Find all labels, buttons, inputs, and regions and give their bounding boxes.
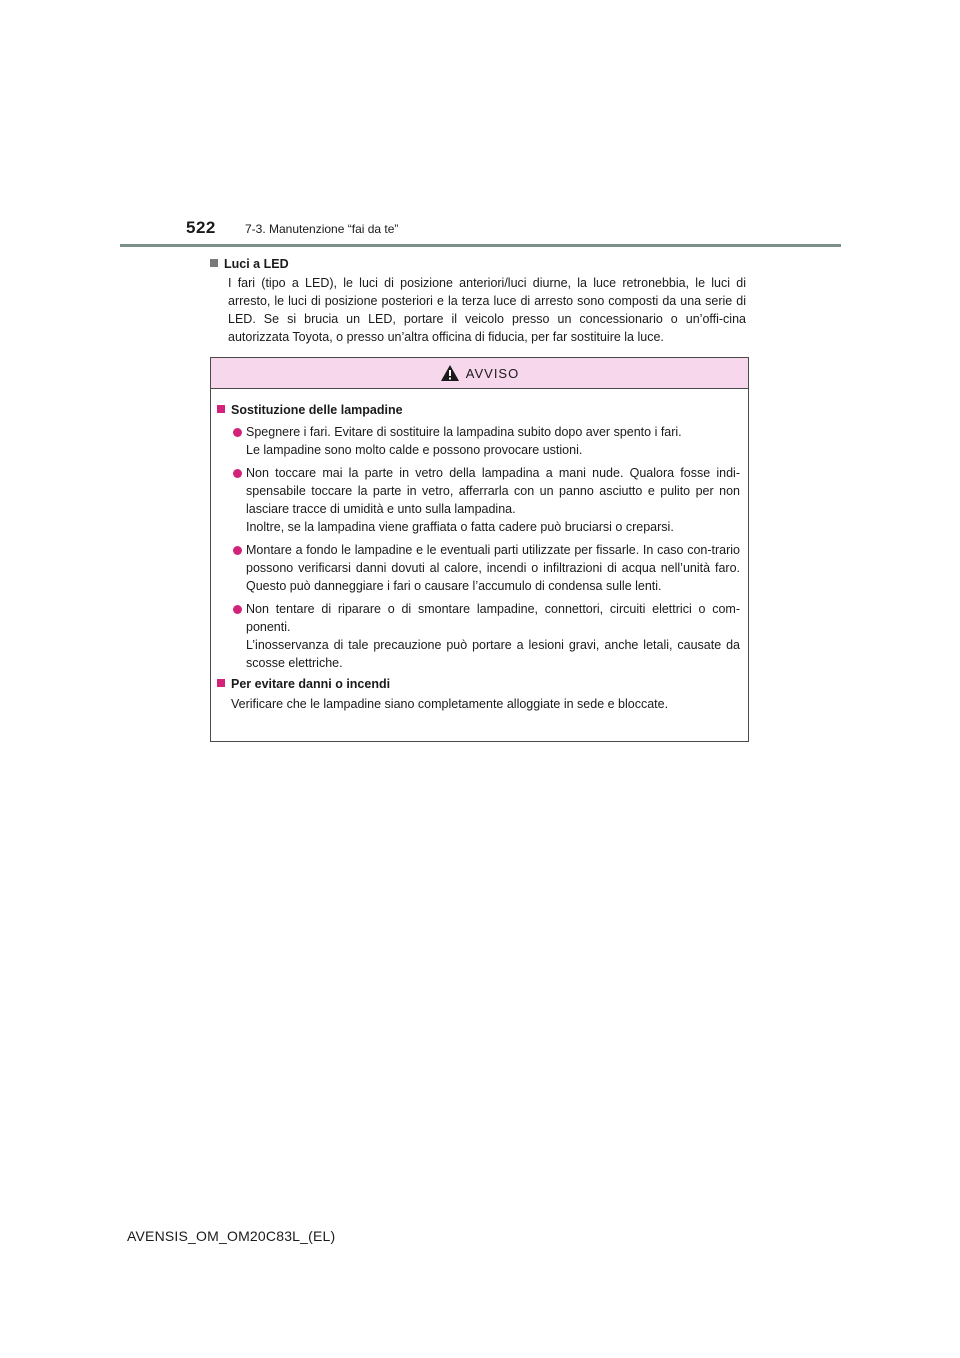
warning-body — [211, 389, 748, 713]
warning-section-heading — [217, 675, 740, 693]
square-bullet-icon — [217, 679, 225, 687]
bullet-line: Non toccare mai la parte in vetro della lampadina a mani nude. Qualora fosse indi-spensabile toccare la parte in vetro, afferrarla con un panno asciutto e pulito per non lasciare tracce di umidità e unto sulla lampadina. — [246, 466, 740, 516]
section-title: 7-3. Manutenzione “fai da te” — [245, 222, 399, 236]
bullet-line: Inoltre, se la lampadina viene graffiata o fatta cadere può bruciarsi o creparsi. — [246, 520, 674, 534]
warning-box — [210, 357, 749, 742]
warning-section-heading-text: Sostituzione delle lampadine — [231, 403, 403, 417]
bullet-line: Le lampadine sono molto calde e possono provocare ustioni. — [246, 443, 583, 457]
warning-bullet — [217, 541, 740, 595]
bullet-line: L’inosservanza di tale precauzione può portare a lesioni gravi, anche letali, causate da scosse elettriche. — [246, 638, 740, 670]
led-heading — [210, 255, 746, 273]
page-number: 522 — [186, 218, 216, 237]
warning-title: AVVISO — [465, 365, 520, 381]
warning-bullet — [217, 464, 740, 536]
warning-bullet — [217, 423, 740, 459]
warning-section-heading-text: Per evitare danni o incendi — [231, 677, 391, 691]
bullet-line: Non tentare di riparare o di smontare lampadine, connettori, circuiti elettrici o com-ponenti. — [246, 602, 740, 634]
warning-section-heading — [217, 401, 740, 419]
circle-bullet-icon — [233, 605, 242, 614]
bullet-line: Montare a fondo le lampadine e le eventuali parti utilizzate per fissarle. In caso con-trario possono verificarsi danni dovuti al calore, incendi o infiltrazioni di acqua nell’unità faro. Questo può danneggiare i fari o causare l’accumulo di condensa sulle lenti. — [246, 543, 740, 593]
led-heading-text: Luci a LED — [224, 257, 289, 271]
circle-bullet-icon — [233, 469, 242, 478]
led-paragraph: I fari (tipo a LED), le luci di posizione anteriori/luci diurne, la luce retronebbia, le luci di arresto, le luci di posizione posteriori e la terza luce di arresto sono composti da una serie di LED. Se si brucia un LED, portare il veicolo presso un concessionario o un’offi-cina autorizzata Toyota, o presso un’altra officina di fiducia, per far sostituire la luce. — [228, 276, 746, 344]
warning-header — [211, 358, 748, 389]
footer-code: AVENSIS_OM_OM20C83L_(EL) — [127, 1228, 336, 1244]
warning-triangle-icon — [440, 364, 460, 382]
bullet-line: Spegnere i fari. Evitare di sostituire la lampadina subito dopo aver spento i fari. — [246, 425, 682, 439]
warning-section-text: Verificare che le lampadine siano completamente alloggiate in sede e bloccate. — [231, 697, 669, 711]
circle-bullet-icon — [233, 428, 242, 437]
warning-bullet — [217, 600, 740, 672]
led-section — [210, 255, 746, 346]
circle-bullet-icon — [233, 546, 242, 555]
square-bullet-icon — [217, 405, 225, 413]
header-divider — [120, 244, 841, 247]
square-bullet-icon — [210, 259, 218, 267]
